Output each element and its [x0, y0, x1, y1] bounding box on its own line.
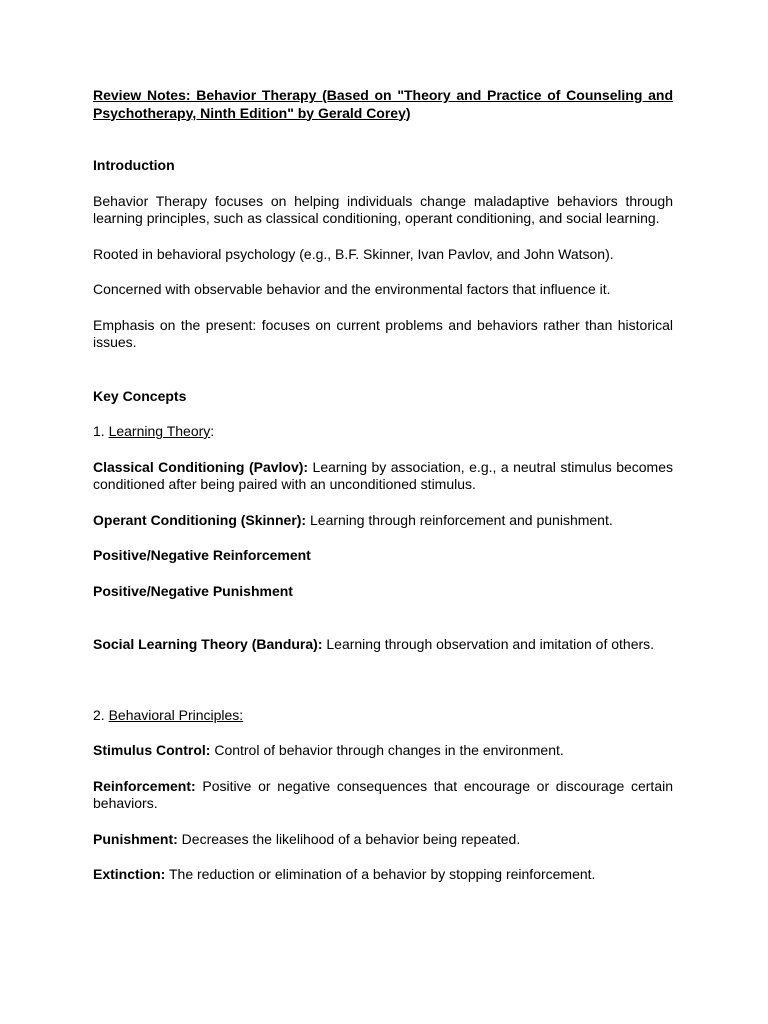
concept-description: Control of behavior through changes in the environment.	[210, 742, 564, 758]
concept-item	[93, 547, 673, 565]
subheading-label: Learning Theory	[108, 423, 211, 439]
intro-paragraph: Rooted in behavioral psychology (e.g., B.F. Skinner, Ivan Pavlov, and John Watson).	[93, 245, 614, 262]
concept-term: Punishment:	[93, 830, 178, 847]
concept-item	[93, 512, 673, 530]
concept-item	[93, 636, 673, 654]
concept-item	[93, 459, 673, 494]
concept-description: Learning through reinforcement and punishment.	[306, 511, 613, 528]
concept-description: The reduction or elimination of a behavior by stopping reinforcement.	[165, 866, 596, 882]
behavioral-principles-subheading	[93, 707, 673, 725]
concept-term: Classical Conditioning (Pavlov):	[93, 458, 309, 475]
concept-description: Learning by association, e.g., a neutral stimulus becomes conditioned after being paired with an unconditioned stimulus.	[93, 458, 673, 492]
concept-term: Positive/Negative Reinforcement	[93, 547, 311, 563]
document-title: Review Notes: Behavior Therapy (Based on "Theory and Practice of Counseling and Psychotherapy, Ninth Edition" by Gerald Corey)	[93, 87, 673, 121]
introduction-heading: Introduction	[93, 157, 175, 173]
concept-term: Stimulus Control:	[93, 742, 211, 758]
subheading-label: Behavioral Principles:	[108, 706, 244, 723]
concept-item	[93, 831, 673, 849]
concept-description: Learning through observation and imitation of others.	[322, 636, 655, 652]
concept-term: Social Learning Theory (Bandura):	[93, 636, 323, 652]
document-content	[93, 87, 673, 884]
concept-term: Operant Conditioning (Skinner):	[93, 511, 307, 528]
concept-item	[93, 583, 673, 601]
learning-theory-subheading	[93, 423, 673, 441]
concept-term: Positive/Negative Punishment	[93, 582, 293, 599]
key-concepts-heading: Key Concepts	[93, 387, 187, 404]
subheading-number: 1.	[93, 423, 109, 439]
intro-paragraph: Concerned with observable behavior and the environmental factors that influence it.	[93, 281, 611, 297]
concept-item	[93, 866, 673, 884]
subheading-number: 2.	[93, 706, 109, 723]
subheading-suffix: :	[210, 423, 215, 439]
concept-item	[93, 778, 673, 813]
concept-description: Decreases the likelihood of a behavior being repeated.	[177, 830, 521, 847]
concept-term: Reinforcement:	[93, 777, 196, 794]
intro-paragraph: Behavior Therapy focuses on helping individuals change maladaptive behaviors through learning principles, such as classical conditioning, operant conditioning, and social learning.	[93, 192, 673, 226]
concept-item	[93, 742, 673, 760]
intro-paragraph: Emphasis on the present: focuses on current problems and behaviors rather than historical issues.	[93, 316, 673, 350]
concept-term: Extinction:	[93, 866, 166, 882]
concept-description: Positive or negative consequences that encourage or discourage certain behaviors.	[93, 777, 673, 811]
